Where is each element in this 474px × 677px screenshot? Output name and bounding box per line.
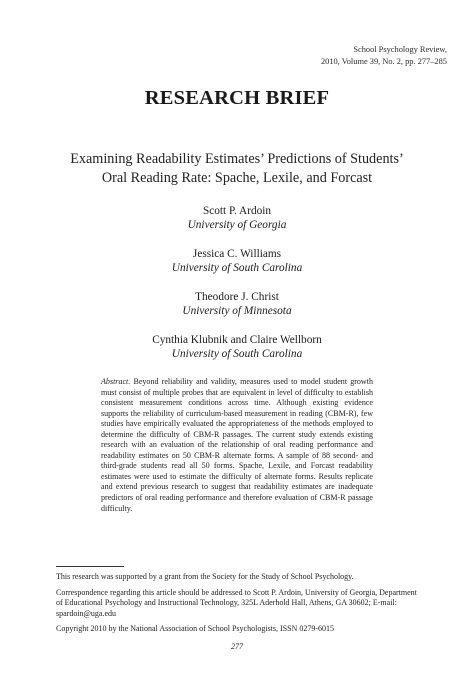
author-block bbox=[0, 333, 474, 376]
abstract-text: Beyond reliability and validity, measures used to model student growth must consist of multiple probes that are equivalent in level of difficulty to establish consistent measurement conditions across time. Although existing evidence supports the reliability of curriculum-based measurement in reading (CBM-R), few studies have empirically evaluated the appropriateness of the methods employed to determine the difficulty of CBM-R passages. The current study extends existing research with an evaluation of the relationship of oral reading performance and readability estimates on 50 CBM-R alternate forms. A sample of 88 second- and third-grade students read all 50 forms. Spache, Lexile, and Forcast readability estimates were used to estimate the difficulty of alternate forms. Results replicate and extend previous research to suggest that readability estimates are inadequate predictors of oral reading performance and therefore evaluation of CBM-R passage difficulty. bbox=[101, 377, 374, 513]
copyright-note: Copyright 2010 by the National Association of School Psychologists, ISSN 0279-6015 bbox=[56, 624, 334, 634]
author-affiliation: University of South Carolina bbox=[171, 348, 303, 360]
author-name: Jessica C. Williams bbox=[192, 248, 282, 260]
abstract-label: Abstract. bbox=[101, 377, 131, 386]
correspondence-note: Correspondence regarding this article should be addressed to Scott P. Ardoin, University of Georgia, Department of Educational Psychology and Instructional Technology, 325L Aderhold Hall, Athens, GA 30602; E-mail: spardoin@uga.edu bbox=[56, 587, 417, 618]
page-number: 277 bbox=[231, 642, 243, 651]
author-name: Cynthia Klubnik and Claire Wellborn bbox=[152, 334, 322, 346]
journal-citation bbox=[321, 44, 447, 68]
abstract bbox=[101, 377, 373, 514]
footnote-divider bbox=[56, 566, 124, 567]
author-affiliation: University of South Carolina bbox=[171, 262, 303, 274]
journal-volume-pages: 2010, Volume 39, No. 2, pp. 277–285 bbox=[320, 57, 447, 66]
author-block bbox=[0, 290, 474, 333]
author-block bbox=[0, 247, 474, 290]
section-title: RESEARCH BRIEF bbox=[144, 87, 330, 109]
author-list bbox=[0, 204, 474, 376]
article-title-line-1: Examining Readability Estimates’ Predictions of Students’ bbox=[70, 151, 404, 167]
article-title-line-2: Oral Reading Rate: Spache, Lexile, and Forcast bbox=[101, 170, 373, 186]
author-name: Scott P. Ardoin bbox=[202, 205, 272, 217]
author-block bbox=[0, 204, 474, 247]
author-affiliation: University of Minnesota bbox=[182, 305, 292, 317]
article-title bbox=[40, 150, 434, 188]
footnotes bbox=[56, 572, 422, 640]
author-name: Theodore J. Christ bbox=[195, 291, 279, 303]
journal-name: School Psychology Review, bbox=[353, 45, 447, 54]
funding-note: This research was supported by a grant from the Society for the Study of School Psychology. bbox=[56, 572, 354, 581]
author-affiliation: University of Georgia bbox=[187, 219, 287, 231]
